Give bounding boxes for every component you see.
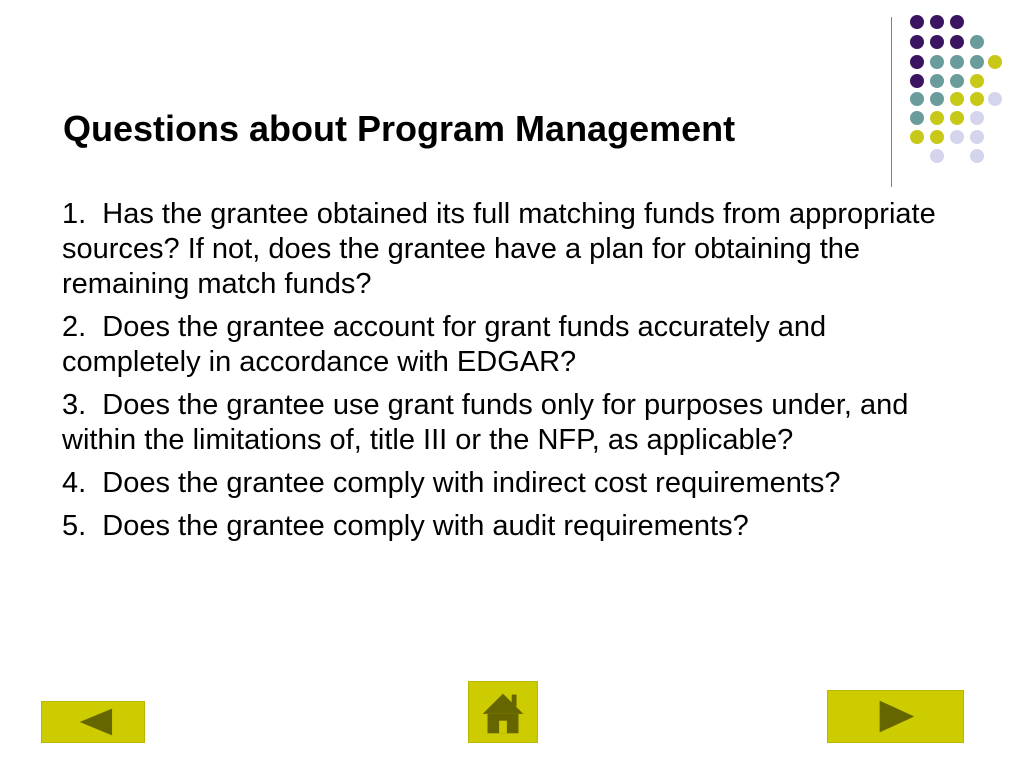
decor-dot-teal: [970, 55, 984, 69]
decor-dot-teal: [910, 111, 924, 125]
decor-dot-teal: [950, 55, 964, 69]
question-text: 3. Does the grantee use grant funds only for purposes under, and within the limitations of, title III or the NFP, as applicable?: [62, 389, 917, 456]
decor-dot-olive: [930, 130, 944, 144]
decor-dot-lavender: [970, 111, 984, 125]
question-item: [62, 509, 962, 544]
decor-dot-lavender: [970, 149, 984, 163]
decor-dot-olive: [950, 111, 964, 125]
decor-dot-teal: [930, 92, 944, 106]
decor-dot-teal: [970, 35, 984, 49]
decor-dot-olive: [910, 130, 924, 144]
decor-dot-lavender: [950, 130, 964, 144]
question-item: [62, 310, 962, 380]
decor-dot-lavender: [970, 130, 984, 144]
decor-dot-lavender: [988, 92, 1002, 106]
question-item: [62, 197, 962, 302]
decor-dot-purple: [950, 35, 964, 49]
decor-dot-lavender: [930, 149, 944, 163]
decor-dot-olive: [950, 92, 964, 106]
decor-dot-olive: [970, 74, 984, 88]
left-arrow-icon: [42, 702, 144, 742]
decor-dot-purple: [950, 15, 964, 29]
previous-slide-button[interactable]: [41, 701, 145, 743]
decor-dot-purple: [930, 35, 944, 49]
question-text: 1. Has the grantee obtained its full matching funds from appropriate sources? If not, does the grantee have a plan for obtaining the remaining match funds?: [62, 198, 944, 300]
decor-dot-purple: [910, 55, 924, 69]
decor-dot-teal: [950, 74, 964, 88]
decor-dot-purple: [910, 74, 924, 88]
question-item: [62, 388, 962, 458]
decor-dot-purple: [930, 15, 944, 29]
decor-dot-teal: [930, 74, 944, 88]
right-arrow-icon: [828, 691, 963, 742]
dot-grid-decoration: [0, 0, 1024, 180]
next-slide-button[interactable]: [827, 690, 964, 743]
question-text: 5. Does the grantee comply with audit requirements?: [62, 510, 749, 542]
question-text: 4. Does the grantee comply with indirect cost requirements?: [62, 467, 841, 499]
slide-title: Questions about Program Management: [63, 108, 736, 149]
question-list: [62, 197, 962, 552]
decor-dot-purple: [910, 35, 924, 49]
home-button[interactable]: [468, 681, 538, 743]
decor-dot-olive: [930, 111, 944, 125]
vertical-divider: [891, 17, 892, 187]
home-icon: [469, 682, 537, 742]
decor-dot-olive: [988, 55, 1002, 69]
decor-dot-teal: [910, 92, 924, 106]
decor-dot-teal: [930, 55, 944, 69]
decor-dot-olive: [970, 92, 984, 106]
question-text: 2. Does the grantee account for grant funds accurately and completely in accordance with EDGAR?: [62, 311, 835, 378]
decor-dot-purple: [910, 15, 924, 29]
question-item: [62, 466, 962, 501]
